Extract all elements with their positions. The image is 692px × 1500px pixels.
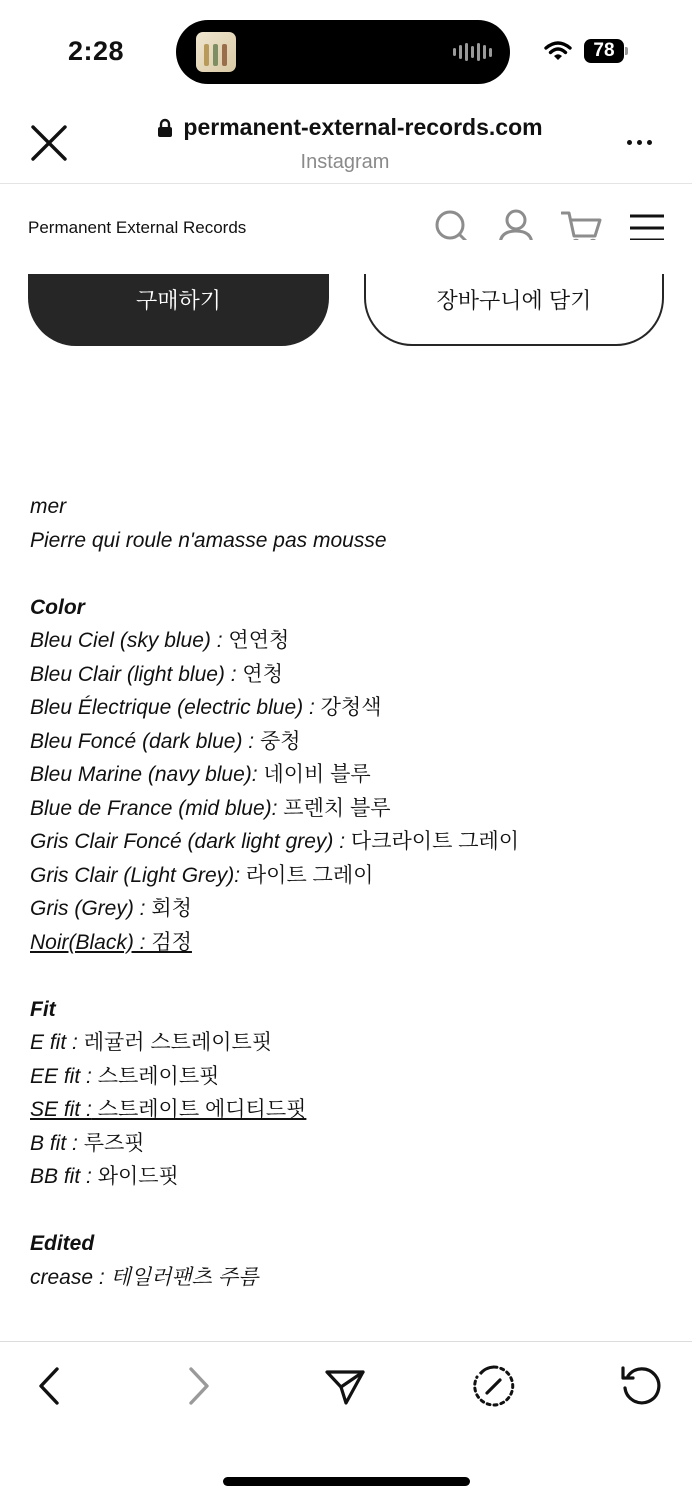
fit-item: E fit : 레귤러 스트레이트핏 xyxy=(30,1031,273,1054)
header-divider xyxy=(0,183,692,184)
battery-icon xyxy=(584,39,628,63)
reload-icon[interactable] xyxy=(620,1364,664,1408)
site-header-background xyxy=(0,240,692,274)
battery-level: 78 xyxy=(584,39,624,63)
color-item: Bleu Électrique (electric blue) : 강청색 xyxy=(30,696,382,719)
color-item: Bleu Foncé (dark blue) : 중청 xyxy=(30,729,301,753)
color-item: Bleu Marine (navy blue): 네이비 블루 xyxy=(30,763,371,786)
dynamic-island[interactable] xyxy=(176,20,510,84)
source-label: Instagram xyxy=(300,151,390,173)
intro-line: Pierre qui roule n'amasse pas mousse xyxy=(30,528,387,552)
back-icon[interactable] xyxy=(36,1366,62,1406)
album-art-icon xyxy=(196,32,236,72)
status-time: 2:28 xyxy=(68,36,125,66)
color-item: Gris (Grey) : 회청 xyxy=(30,897,192,920)
buy-now-button[interactable]: 구매하기 xyxy=(28,250,329,346)
menu-icon[interactable] xyxy=(629,213,665,243)
fit-item: EE fit : 스트레이트핏 xyxy=(30,1064,220,1088)
site-title[interactable]: Permanent External Records xyxy=(28,218,247,237)
color-item: Blue de France (mid blue): 프렌치 블루 xyxy=(30,796,391,820)
home-indicator[interactable] xyxy=(223,1477,470,1486)
color-item: Bleu Clair (light blue) : 연청 xyxy=(30,662,284,686)
wifi-icon xyxy=(544,40,572,62)
fit-item: B fit : 루즈핏 xyxy=(30,1131,145,1155)
share-icon[interactable] xyxy=(324,1368,366,1406)
url-text: permanent-external-records.com xyxy=(183,114,543,140)
close-icon[interactable] xyxy=(30,124,68,162)
add-to-cart-button[interactable]: 장바구니에 담기 xyxy=(364,250,664,346)
toolbar-divider xyxy=(0,1341,692,1342)
address-bar[interactable] xyxy=(130,114,570,143)
color-item-link[interactable]: Noir(Black) : 검정 xyxy=(30,930,192,954)
edited-item: crease : 테일러팬츠 주름 xyxy=(30,1265,259,1289)
history-icon[interactable] xyxy=(472,1364,516,1408)
edited-heading: Edited xyxy=(30,1232,95,1255)
intro-line: mer xyxy=(30,495,67,518)
color-item: Gris Clair (Light Grey): 라이트 그레이 xyxy=(30,863,374,887)
more-icon[interactable] xyxy=(627,140,652,145)
color-heading: Color xyxy=(30,595,85,619)
fit-item-link[interactable]: SE fit : 스트레이트 에디티드핏 xyxy=(30,1098,307,1121)
audio-wave-icon xyxy=(453,42,492,62)
color-item: Gris Clair Foncé (dark light grey) : 다크라이트 그레이 xyxy=(30,830,520,853)
fit-heading: Fit xyxy=(30,997,56,1021)
forward-icon[interactable] xyxy=(186,1366,212,1406)
lock-icon xyxy=(157,118,173,138)
color-item: Bleu Ciel (sky blue) : 연연청 xyxy=(30,629,290,652)
product-description xyxy=(30,490,670,1294)
fit-item: BB fit : 와이드핏 xyxy=(30,1165,179,1188)
